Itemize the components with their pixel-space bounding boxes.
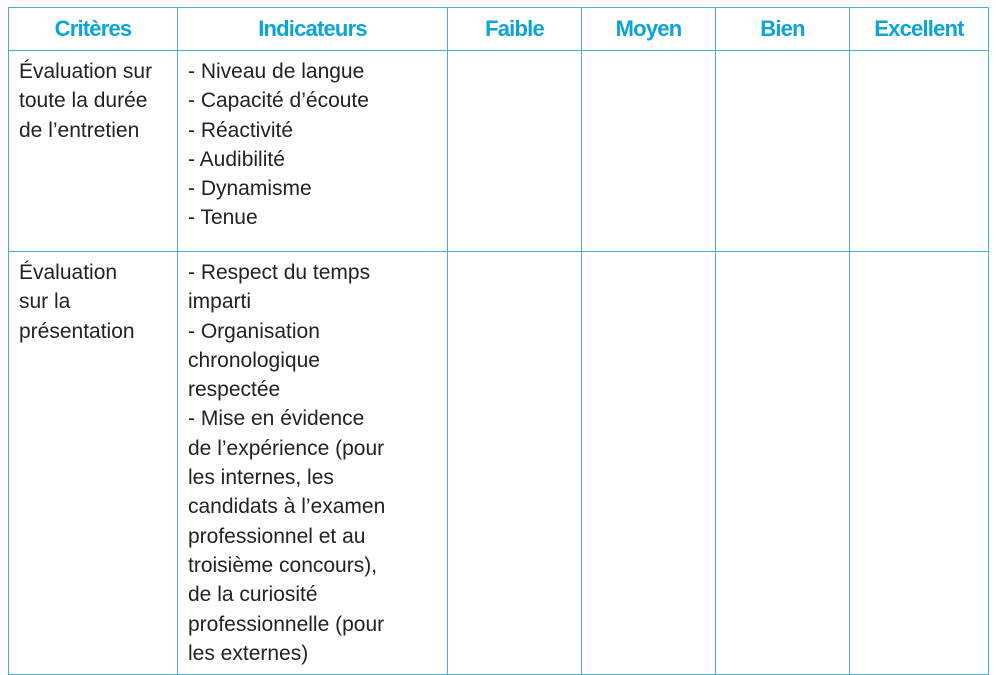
rating-cell-faible[interactable] (448, 252, 582, 675)
header-criteres: Critères (9, 8, 178, 51)
header-bien: Bien (716, 8, 850, 51)
indicateur-line: candidats à l’examen (188, 495, 386, 519)
indicateur-line: - Réactivité (188, 118, 294, 142)
critere-line: présentation (19, 319, 135, 343)
table-row (9, 51, 989, 252)
rating-cell-faible[interactable] (448, 51, 582, 252)
indicateur-line: - Dynamisme (188, 177, 312, 201)
indicateur-line: respectée (188, 378, 281, 402)
header-excellent: Excellent (850, 8, 989, 51)
indicateur-line: - Capacité d’écoute (188, 89, 369, 113)
evaluation-grid-container (8, 7, 988, 675)
indicateur-line: - Respect du temps (188, 261, 371, 284)
indicateur-line: - Organisation (188, 319, 320, 343)
indicateur-line: - Tenue (188, 206, 258, 230)
indicateur-line: les internes, les (188, 466, 334, 490)
indicateur-line: de l’expérience (pour (188, 436, 385, 460)
rating-cell-excellent[interactable] (850, 51, 989, 252)
indicateur-line: imparti (188, 290, 252, 314)
critere-line: toute la durée (19, 89, 148, 113)
header-row (9, 8, 989, 51)
rating-cell-bien[interactable] (716, 252, 850, 675)
critere-line: Évaluation (19, 261, 118, 284)
indicateur-line: professionnel et au (188, 524, 366, 548)
header-faible: Faible (448, 8, 582, 51)
rating-cell-moyen[interactable] (582, 51, 716, 252)
header-indicateurs: Indicateurs (178, 8, 448, 51)
critere-cell (9, 51, 178, 252)
indicateurs-cell (178, 252, 448, 675)
indicateur-line: les externes) (188, 641, 309, 665)
critere-line: sur la (19, 290, 71, 314)
indicateurs-cell (178, 51, 448, 252)
indicateur-line: professionnelle (pour (188, 612, 385, 636)
rating-cell-bien[interactable] (716, 51, 850, 252)
rating-cell-excellent[interactable] (850, 252, 989, 675)
indicateur-line: - Niveau de langue (188, 60, 365, 83)
critere-line: de l’entretien (19, 118, 140, 142)
indicateur-line: de la curiosité (188, 583, 318, 607)
indicateur-line: troisième concours), (188, 553, 378, 577)
evaluation-grid-table (8, 7, 989, 675)
indicateur-line: - Audibilité (188, 147, 285, 171)
indicateur-line: chronologique (188, 348, 320, 372)
critere-cell (9, 252, 178, 675)
indicateur-line: - Mise en évidence (188, 407, 365, 431)
critere-line: Évaluation sur (19, 60, 153, 83)
table-row (9, 252, 989, 675)
header-moyen: Moyen (582, 8, 716, 51)
rating-cell-moyen[interactable] (582, 252, 716, 675)
